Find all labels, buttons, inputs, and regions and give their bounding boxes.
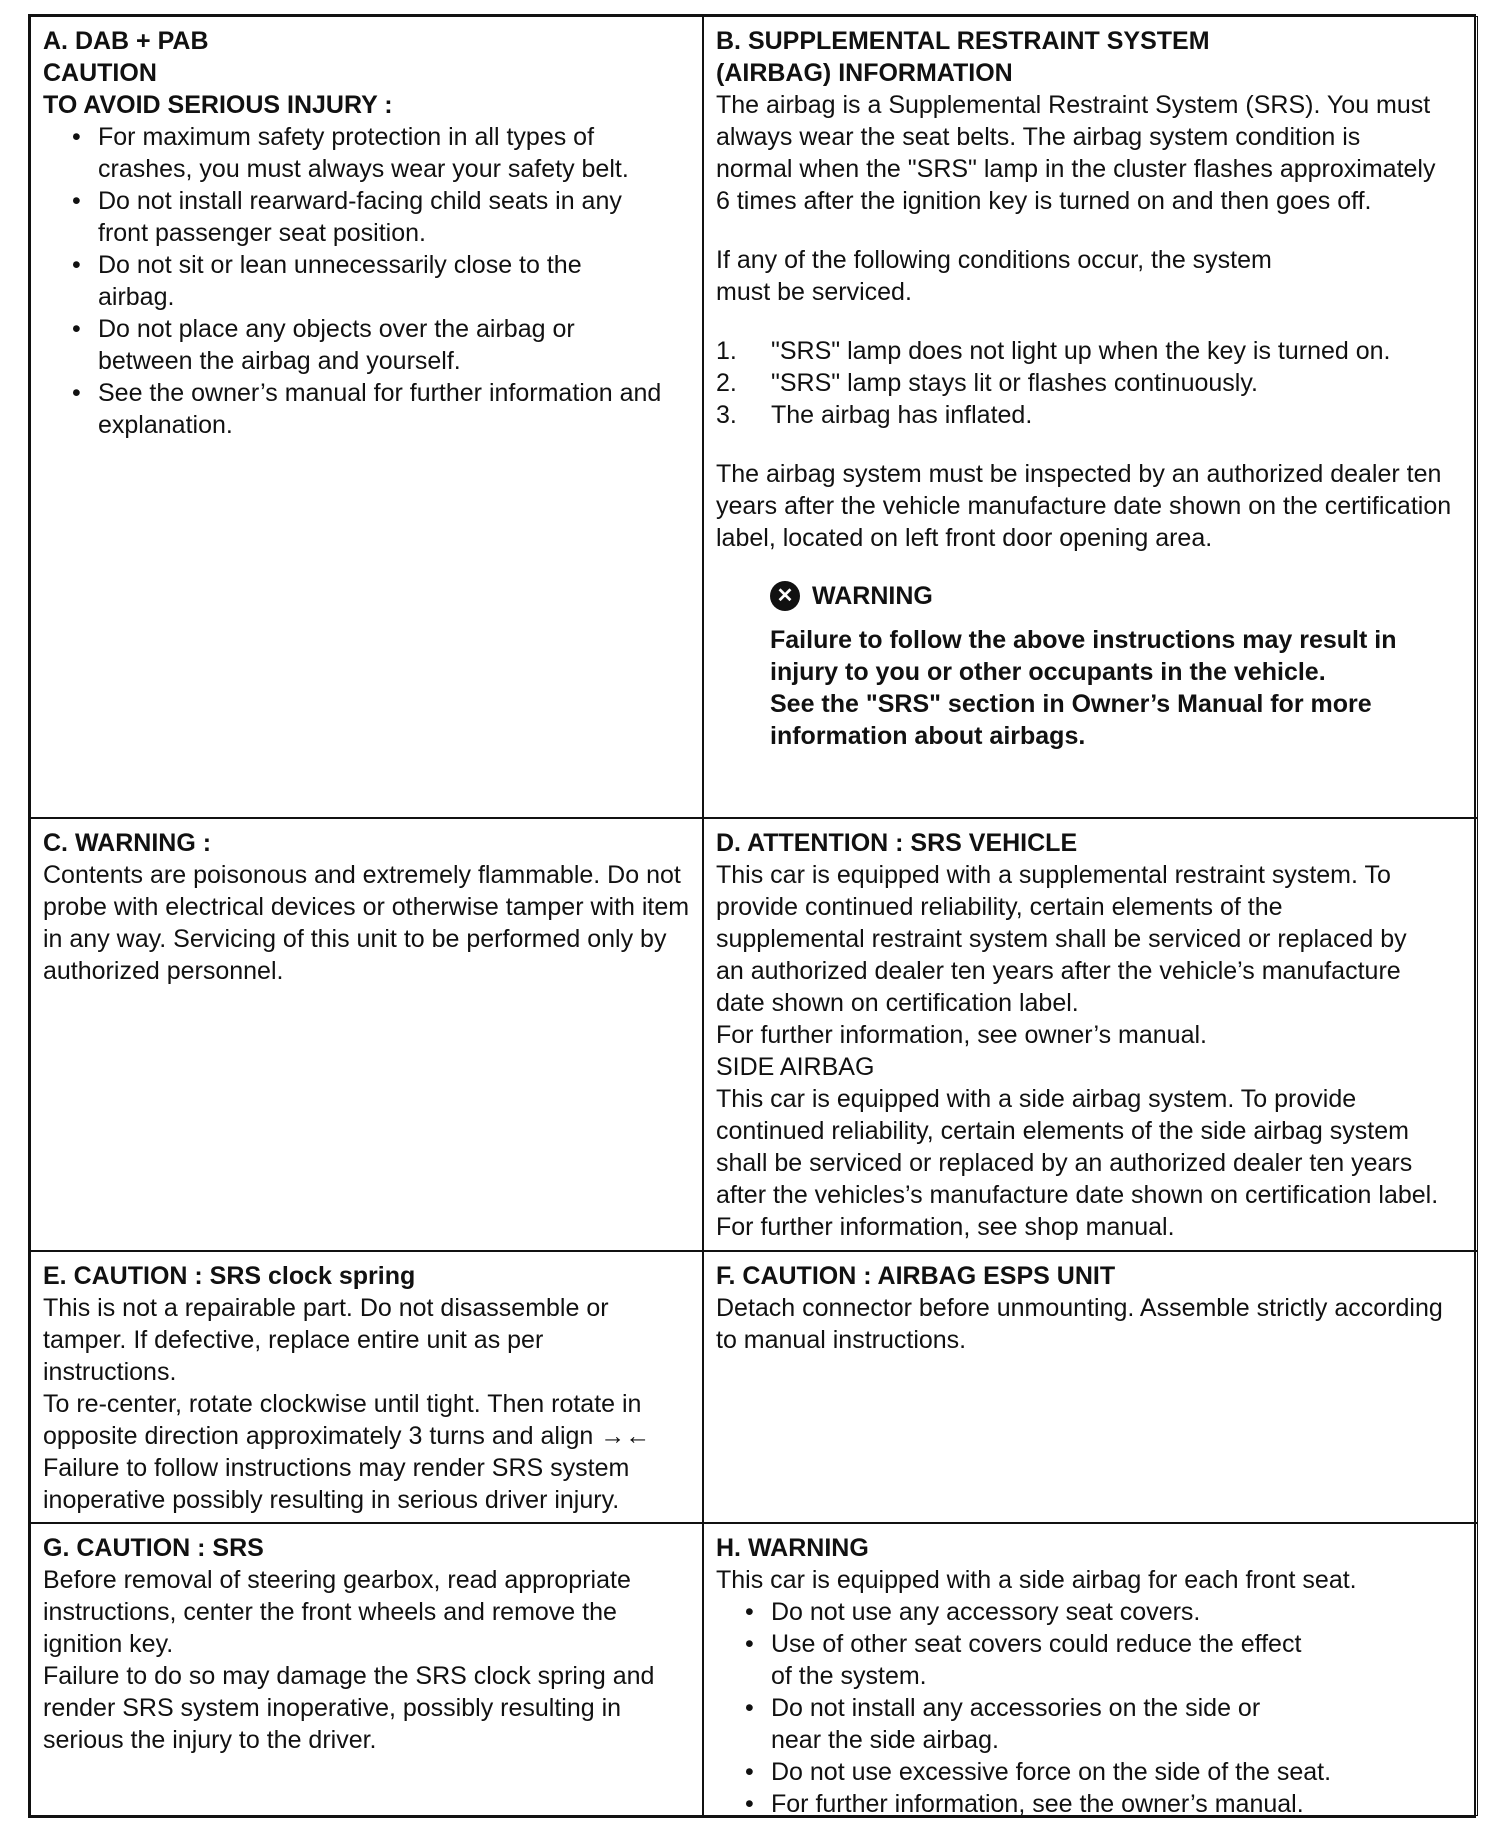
- list-item: • Do not sit or lean unnecessarily close to the airbag.: [43, 249, 672, 313]
- cell-h-bullets: [716, 1596, 1467, 1816]
- cell-b-list: [716, 335, 1467, 431]
- cell-e-body1: This is not a repairable part. Do not disassemble or tamper. If defective, replace entire unit as per instructions.: [43, 1294, 609, 1386]
- cell-b: [703, 16, 1478, 818]
- x-circle-icon: ✕: [770, 581, 800, 611]
- cell-f-title: F. CAUTION : AIRBAG ESPS UNIT: [716, 1262, 1116, 1290]
- cell-g-title: G. CAUTION : SRS: [43, 1534, 264, 1562]
- cell-b-para2: If any of the following conditions occur, the system must be serviced.: [716, 246, 1272, 306]
- list-item: • For maximum safety protection in all types of crashes, you must always wear your safety belt.: [43, 121, 672, 185]
- cell-a-title: A. DAB + PAB: [43, 27, 209, 55]
- cell-c-body: Contents are poisonous and extremely flammable. Do not probe with electrical devices or otherwise tamper with item in any way. Servicing of this unit to be performed only by authorized personnel.: [43, 861, 690, 985]
- cell-f: [703, 1251, 1478, 1523]
- list-item: • Do not use excessive force on the side of the seat.: [716, 1756, 1467, 1788]
- cell-d-title: D. ATTENTION : SRS VEHICLE: [716, 829, 1078, 857]
- cell-d-body2: For further information, see owner’s manual.: [716, 1021, 1207, 1049]
- cell-g-body1: Before removal of steering gearbox, read appropriate instructions, center the front wheels and remove the ignition key.: [43, 1566, 631, 1658]
- cell-b-para1: The airbag is a Supplemental Restraint System (SRS). You must always wear the seat belts. The airbag system condition is normal when the "SRS" lamp in the cluster flashes approximately 6 times after the ignition key is turned on and then goes off.: [716, 91, 1436, 215]
- warning-label: WARNING: [812, 582, 933, 610]
- cell-e-title: E. CAUTION : SRS clock spring: [43, 1262, 416, 1290]
- list-item: • See the owner’s manual for further information and explanation.: [43, 377, 672, 441]
- cell-e-body2: To re-center, rotate clockwise until tight. Then rotate in opposite direction approximately 3 turns and align →←: [43, 1390, 651, 1450]
- cell-d-side-title: SIDE AIRBAG: [716, 1053, 875, 1081]
- label-table: [28, 14, 1476, 1818]
- cell-h-intro: This car is equipped with a side airbag for each front seat.: [716, 1566, 1357, 1594]
- cell-f-body: Detach connector before unmounting. Assemble strictly according to manual instructions.: [716, 1294, 1443, 1354]
- cell-d-body1: This car is equipped with a supplemental restraint system. To provide continued reliability, certain elements of the supplemental restraint system shall be serviced or replaced by an authorized dealer ten years after the vehicle’s manufacture date shown on certification label.: [716, 861, 1407, 1017]
- cell-g: [30, 1523, 703, 1816]
- list-item: • Use of other seat covers could reduce the effect of the system.: [716, 1628, 1467, 1692]
- cell-c-title: C. WARNING :: [43, 829, 212, 857]
- cell-h: [703, 1523, 1478, 1816]
- warning-block: [770, 580, 1467, 752]
- list-item: • Do not place any objects over the airbag or between the airbag and yourself.: [43, 313, 672, 377]
- cell-a-bullets: [43, 121, 692, 441]
- cell-b-para3: The airbag system must be inspected by an authorized dealer ten years after the vehicle manufacture date shown on the certification label, located on left front door opening area.: [716, 460, 1452, 552]
- cell-e: [30, 1251, 703, 1523]
- cell-h-title: H. WARNING: [716, 1534, 869, 1562]
- cell-a: [30, 16, 703, 818]
- list-item: • Do not install rearward-facing child seats in any front passenger seat position.: [43, 185, 672, 249]
- cell-c: [30, 818, 703, 1251]
- cell-d-body3: This car is equipped with a side airbag system. To provide continued reliability, certain elements of the side airbag system shall be serviced or replaced by an authorized dealer ten years after the vehicles’s manufacture date shown on certification label. For further information, see shop manual.: [716, 1085, 1439, 1241]
- cell-e-body3: Failure to follow instructions may render SRS system inoperative possibly resulting in serious driver injury.: [43, 1454, 630, 1514]
- cell-a-subtitle: TO AVOID SERIOUS INJURY :: [43, 91, 393, 119]
- cell-b-title: B. SUPPLEMENTAL RESTRAINT SYSTEM: [716, 27, 1210, 55]
- cell-g-body2: Failure to do so may damage the SRS clock spring and render SRS system inoperative, possibly resulting in serious the injury to the driver.: [43, 1662, 655, 1754]
- list-item: • Do not use any accessory seat covers.: [716, 1596, 1467, 1628]
- warning-text-2: See the "SRS" section in Owner’s Manual for more information about airbags.: [770, 690, 1372, 750]
- list-item: • Do not install any accessories on the side or near the side airbag.: [716, 1692, 1467, 1756]
- cell-b-subtitle: (AIRBAG) INFORMATION: [716, 59, 1013, 87]
- list-item: 1. "SRS" lamp does not light up when the key is turned on.: [716, 337, 1391, 365]
- list-item: 3. The airbag has inflated.: [716, 401, 1033, 429]
- list-item: 2. "SRS" lamp stays lit or flashes continuously.: [716, 369, 1258, 397]
- cell-d: [703, 818, 1478, 1251]
- cell-a-caution: CAUTION: [43, 59, 157, 87]
- list-item: • For further information, see the owner’s manual.: [716, 1788, 1467, 1816]
- warning-text-1: Failure to follow the above instructions may result in injury to you or other occupants in the vehicle.: [770, 626, 1397, 686]
